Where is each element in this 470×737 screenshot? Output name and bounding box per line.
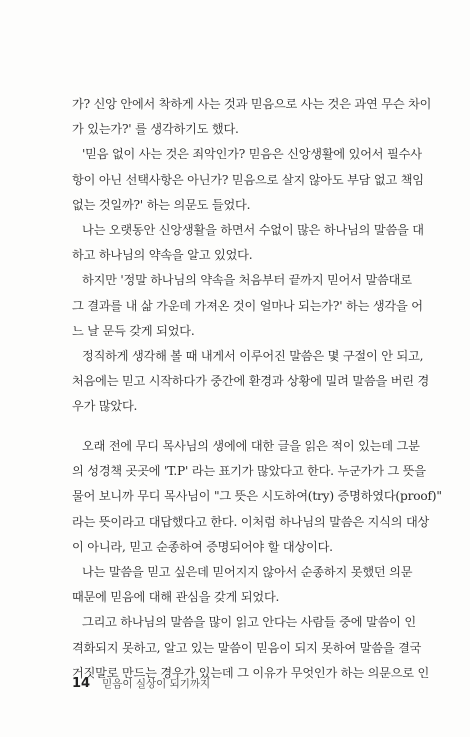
text-line: 때문에 믿음에 대해 관심을 갖게 되었다. xyxy=(72,590,280,605)
text-line: 항이 아닌 선택사항은 아닌가? 믿음으로 살지 않아도 부담 없고 책임 xyxy=(72,172,424,187)
text-line: 느 날 문득 갖게 되었다. xyxy=(72,323,195,338)
text-line: 가 있는가?' 를 생각하기도 했다. xyxy=(72,122,239,137)
text-line: 격화되지 못하고, 알고 있는 말씀이 믿음이 되지 못하여 말씀을 결국 xyxy=(72,640,422,655)
paragraph-start-line: 오래 전에 무디 목사님의 생에에 대한 글을 읽은 적이 있는데 그분 xyxy=(82,439,420,453)
paragraph-start-line: '믿음 없이 사는 것은 죄악인가? 믿음은 신앙생활에 있어서 필수사 xyxy=(82,147,422,162)
text-line: 이 아니라, 믿고 순종하여 증명되어야 할 대상이다. xyxy=(72,539,333,554)
page-footer xyxy=(72,676,210,691)
paragraph-start-line: 나는 오랫동안 신앙생활을 하면서 수없이 많은 하나님의 말씀을 대 xyxy=(82,222,424,237)
paragraph-start-line: 정직하게 생각해 볼 때 내게서 이루어진 말씀은 몇 구절이 안 되고, xyxy=(82,348,424,363)
paragraph-start-line: 그리고 하나님의 말씀을 많이 읽고 안다는 사람들 중에 말씀이 인 xyxy=(82,615,416,630)
text-line: 의 성경책 곳곳에 'T.P' 라는 표기가 많았다고 한다. 누군가가 그 뜻을 xyxy=(72,464,426,479)
running-title: 믿음이 실상이 되기까지 xyxy=(102,678,211,690)
text-line: 없는 것일까?' 하는 의문도 들었다. xyxy=(72,197,251,212)
body-section-1 xyxy=(72,92,432,419)
text-line: 그 결과를 내 삶 가운데 가져온 것이 얼마나 되는가?' 하는 생각을 어 xyxy=(72,298,423,313)
text-line: 가? 신앙 안에서 착하게 사는 것과 믿음으로 사는 것은 과연 무슨 차이 xyxy=(72,97,432,111)
text-line: 하고 하나님의 약속을 알고 있었다. xyxy=(72,248,253,263)
text-line: 처음에는 믿고 시작하다가 중간에 환경과 상황에 밀려 말씀을 버린 경 xyxy=(72,374,430,389)
text-line: 물어 보니까 무디 목사님이 "그 뜻은 시도하여(try) 증명하였다(proof)" xyxy=(72,489,442,504)
text-line: 우가 많았다. xyxy=(72,399,138,414)
text-line: 라는 뜻이라고 대답했다고 한다. 이처럼 하나님의 말씀은 지식의 대상 xyxy=(72,514,430,529)
page-number: 14 xyxy=(72,676,91,691)
body-section-2 xyxy=(72,434,442,686)
text-line: 거짓말로 만드는 경우가 있는데 그 이유가 무엇인가 하는 의문으로 인 xyxy=(72,665,430,680)
paragraph-start-line: 하지만 '정말 하나님의 약속을 처음부터 끝까지 믿어서 말씀대로 xyxy=(82,273,412,288)
paragraph-start-line: 나는 말씀을 믿고 싶은데 믿어지지 않아서 순종하지 못했던 의문 xyxy=(82,564,413,579)
